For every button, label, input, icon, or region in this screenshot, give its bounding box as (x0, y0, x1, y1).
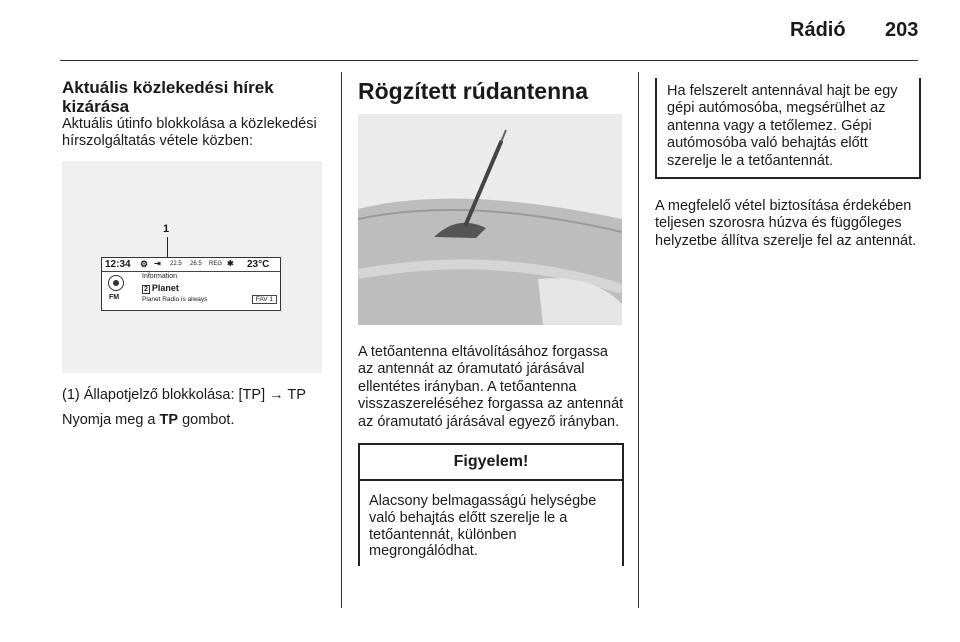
column-antenna-notes (655, 78, 923, 250)
section-heading: Aktuális közlekedési hírek kizárása (62, 78, 274, 116)
radio-text: Planet Radio is always (142, 295, 208, 303)
tp-button-label: TP (159, 412, 179, 429)
band-label: FM (109, 293, 120, 301)
instruction-text (62, 412, 332, 429)
warning-box (358, 443, 624, 566)
body-text: A megfelelő vétel biztosítása érdekében teljesen szorosra húzva és függőleges helyzetbe állítva szerelje fel az antennát. (655, 198, 917, 249)
column-divider-right (638, 72, 639, 608)
column-roof-antenna (358, 78, 624, 566)
header-rule (60, 60, 918, 61)
station-name: Planet (151, 282, 179, 293)
traffic-arrow-icon: ⇥ (154, 258, 161, 268)
infotainment-screen (101, 257, 281, 311)
station-line (142, 283, 179, 293)
gear-icon: ⚙ (140, 258, 149, 269)
preset-number: 2 (144, 285, 148, 293)
radio-icon (108, 275, 124, 291)
section-heading: Rögzített rúdantenna (358, 78, 588, 104)
clock: 12:34 (105, 258, 131, 270)
status-reg: REG (209, 260, 223, 267)
car-wash-notice: Ha felszerelt antennával hajt be egy gépi autómosóba, megsérülhet az antenna vagy a tetőlemez. Gépi autómosóba való behajtás előtt szerelje le a tetőantennát. (655, 78, 921, 179)
info-label: Information (142, 272, 178, 280)
display-illustration (62, 161, 322, 373)
roof-antenna-illustration (358, 114, 622, 325)
warning-text: Alacsony belmagasságú helységbe való behajtás előtt szerelje le a tetőantennát, különben megrongálódhat. (369, 493, 597, 560)
intro-text: Aktuális útinfo blokkolása a közlekedési hírszolgáltatás vétele közben: (62, 116, 317, 150)
callout-number: 1 (163, 222, 170, 235)
column-divider-left (341, 72, 342, 608)
antenna-drawing (358, 114, 622, 325)
page-number: 203 (885, 19, 919, 41)
instruction-suffix: gombot. (178, 412, 235, 429)
bluetooth-icon: ✱ (227, 258, 234, 268)
status-value-b: 26.5 (190, 260, 202, 267)
instruction-prefix: Nyomja meg a (62, 412, 160, 429)
status-bar (102, 258, 280, 272)
body-text: A tetőantenna eltávolításához forgassa az antennát az óramutató járásával ellentétes irányban. A tetőantenna visszaszereléséhez forgassa az antennát az óramutató járásával egyező irányban. (358, 344, 624, 430)
figure-caption: (1) Állapotjelző blokkolása: [TP] → TP (62, 386, 306, 403)
temperature: 23°C (247, 258, 270, 270)
favourites-tab: FAV 1 (252, 295, 277, 304)
running-header-title: Rádió (790, 19, 846, 41)
status-value-a: 22.5 (170, 260, 182, 267)
column-traffic-news (62, 78, 332, 430)
warning-title: Figyelem! (360, 445, 622, 481)
callout-leader-line (167, 237, 168, 257)
